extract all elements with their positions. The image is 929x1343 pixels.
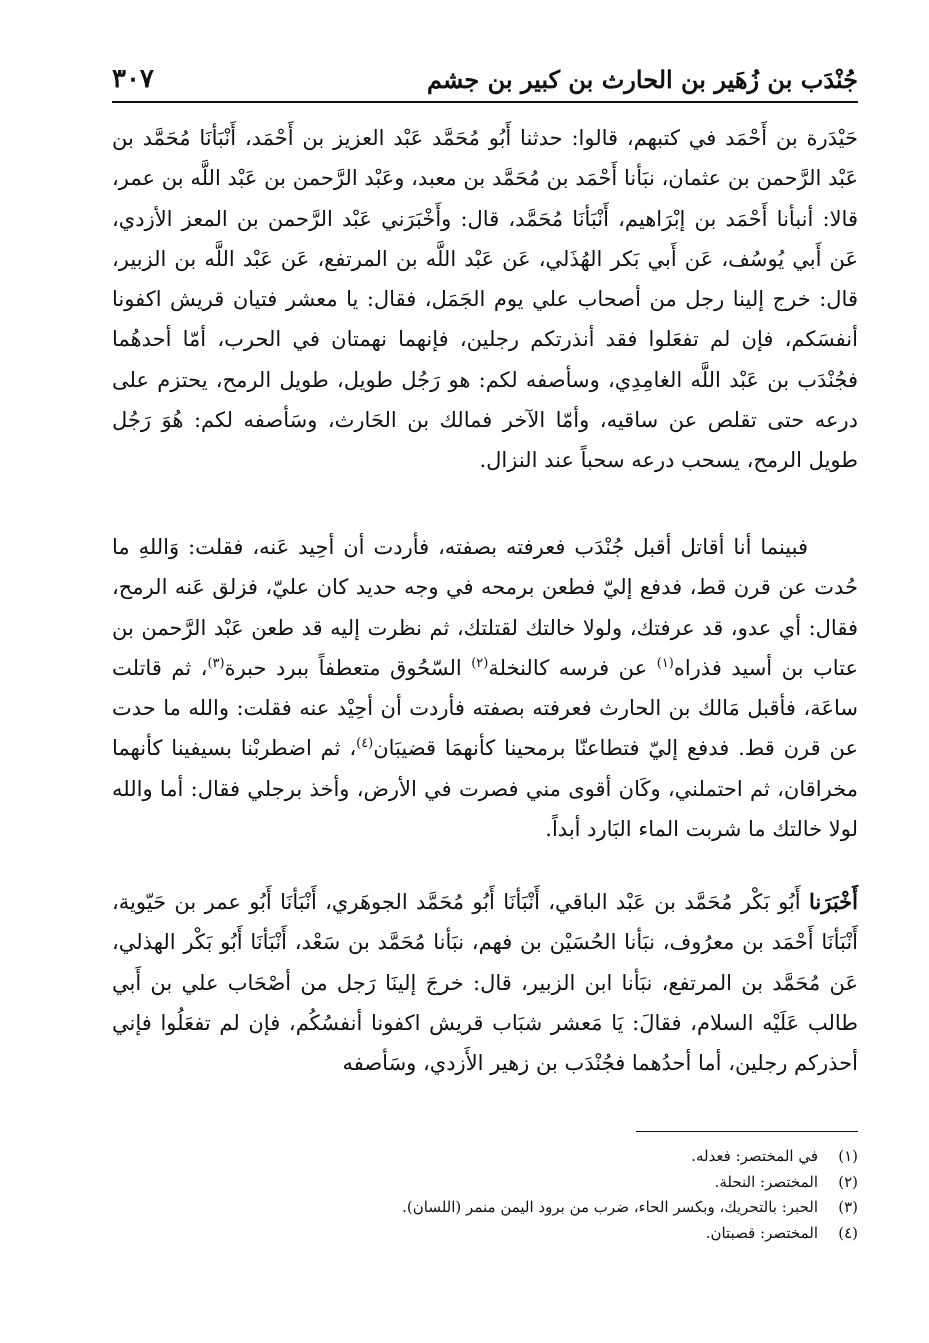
paragraph-3 [112, 882, 858, 1083]
footnotes-list [112, 1144, 858, 1246]
page-number: ٣٠٧ [112, 64, 154, 94]
footnote-marker-2: (٢) [471, 655, 489, 671]
paragraph-2 [112, 527, 858, 849]
footnote-number: (٣) [838, 1198, 858, 1216]
footnote-text: المختصر: قصبتان. [705, 1223, 818, 1242]
footnote-text: المختصر: النحلة. [714, 1172, 818, 1191]
paragraph-2-text-e: ، ثم اضطربْنا بسيفينا كأنهما مخراقان، ثم احتملني، وكَان أقوى مني فصرت في الأرض، وأخذ برجلي فقال: أما والله لولا خالتك ما شربت الماء البَارد أبداً. [112, 736, 858, 842]
running-header [112, 58, 858, 100]
footnote-marker-4: (٤) [356, 736, 374, 752]
paragraph-2-text-d: ، ثم قاتلت ساعَة، فأقبل مَالك بن الحارث فعرفته بصفته فأردت أن أحِيْد عنه فقلت: والله ما حدت عن قرن قط. فدفع إليّ فتطاعنّا برمحينا كأنهمَا قضيبَان [112, 655, 858, 761]
footnote-text: الحبر: بالتحريك، وبكسر الحاء، ضرب من برود اليمن منمر (اللسان). [402, 1198, 818, 1216]
footnote-item [112, 1195, 858, 1221]
paragraph-2-text-b: عن فرسه كالنخلة [488, 655, 657, 680]
header-rule [112, 101, 858, 103]
footnote-text: في المختصر: فعدله. [691, 1147, 818, 1165]
footnote-item [112, 1170, 858, 1196]
header-title: جُنْدَب بن زُهَير بن الحارث بن كبير بن جشم [427, 64, 858, 94]
footnote-separator [636, 1131, 858, 1132]
footnote-item [112, 1144, 858, 1170]
paragraph-2-text-a: فبينما أنا أقاتل أقبل جُنْدَب فعرفته بصفته، فأردت أن أحِيد عَنه، فقلت: وَاللهِ ما حُدت عن قرن قط، فدفع إليّ فطعن برمحه في وجه حديد كان عليّ، فزلق عَنه الرمح، فقال: أي عدو، قد عرفتك، ولولا خالتك لقتلتك، ثم نظرت إليه قد طعن عَبْد الرَّحمن بن عتاب بن أسيد فذراه [112, 535, 858, 680]
paragraph-1: حَيْدَرة بن أَحْمَد في كتبهم، قالوا: حدثنا أَبُو مُحَمَّد عَبْد العزيز بن أَحْمَد، أَنْبَأنَا مُحَمَّد بن عَبْد الرَّحمن بن عثمان، نبَأنا أَحْمَد بن مُحَمَّد بن معبد، وعَبْد الرَّحمن بن عَبْد اللَّه بن عمر، قالا: أنبأنا أَحْمَد بن إبْرَاهيم، أَنْبَأنَا مُحَمَّد، قال: وأَخْبَرَني عَبْد الرَّحمن بن المعز الأزدي، عَن أَبي يُوسُف، عَن أَبي بَكر الهُذَلي، عَن عَبْد اللَّه بن المرتفع، عَن عَبْد اللَّه بن الزبير، قال: خرج إلينا رجل من أصحاب علي يوم الجَمَل، فقال: يا معشر فتيان قريش اكفونا أنفسَكم، فإن لم تفعَلوا فقد أنذرتكم رجلين، فإنهما نهمتان في الحرب، أمّا أحدهُما فجُنْدَب بن عَبْد اللَّه الغامِدِي، وسأصفه لكم: هو رَجُل طويل، طويل الرمح، يحتزم على درعه حتى تقلص عن ساقيه، وأمّا الآخر فمالك بن الحَارث، وسَأصفه لكم: هُوَ رَجُل طويل الرمح، يسحب درعه سحباً عند النزال. [112, 126, 858, 473]
footnote-number: (١) [838, 1147, 858, 1165]
paragraph-3-lead-word: أَخْبَرَنا [809, 889, 858, 914]
footnote-item [112, 1221, 858, 1247]
footnote-number: (٤) [838, 1223, 858, 1242]
footnote-marker-3: (٣) [207, 655, 225, 671]
footnote-number: (٢) [838, 1172, 858, 1191]
footnote-marker-1: (١) [656, 655, 674, 671]
paragraph-2-text-c: السّحُوق متعطفاً ببرد حبرة [224, 655, 472, 680]
paragraph-3-text: أَبُو بَكْر مُحَمَّد بن عَبْد الباقي، أَنْبَأنَا أَبُو مُحَمَّد الجوهَري، أَنْبَأنَا أَبُو عمر بن حَيّوية، أَنْبَأنَا أَحْمَد بن معرُوف، نبَأنا الحُسَيْن بن فهم، نبَأنا مُحَمَّد بن سَعْد، أَنْبَأنَا أَبُو بَكْر الهذلي، عَن مُحَمَّد بن المرتفع، نبَأنا ابن الزبير، قال: خرجَ إلينَا رَجل من أصْحَاب علي بن أَبي طالب عَلَيْه السلام، فقالَ: يَا مَعشر شبَاب قريش اكفونا أنفسُكُم، فإن لم تفعَلُوا فإني أحذركم رجلين، أما أحدُهما فجُنْدَب بن زهير الأَزدي، وسَأصفه [112, 890, 858, 1076]
